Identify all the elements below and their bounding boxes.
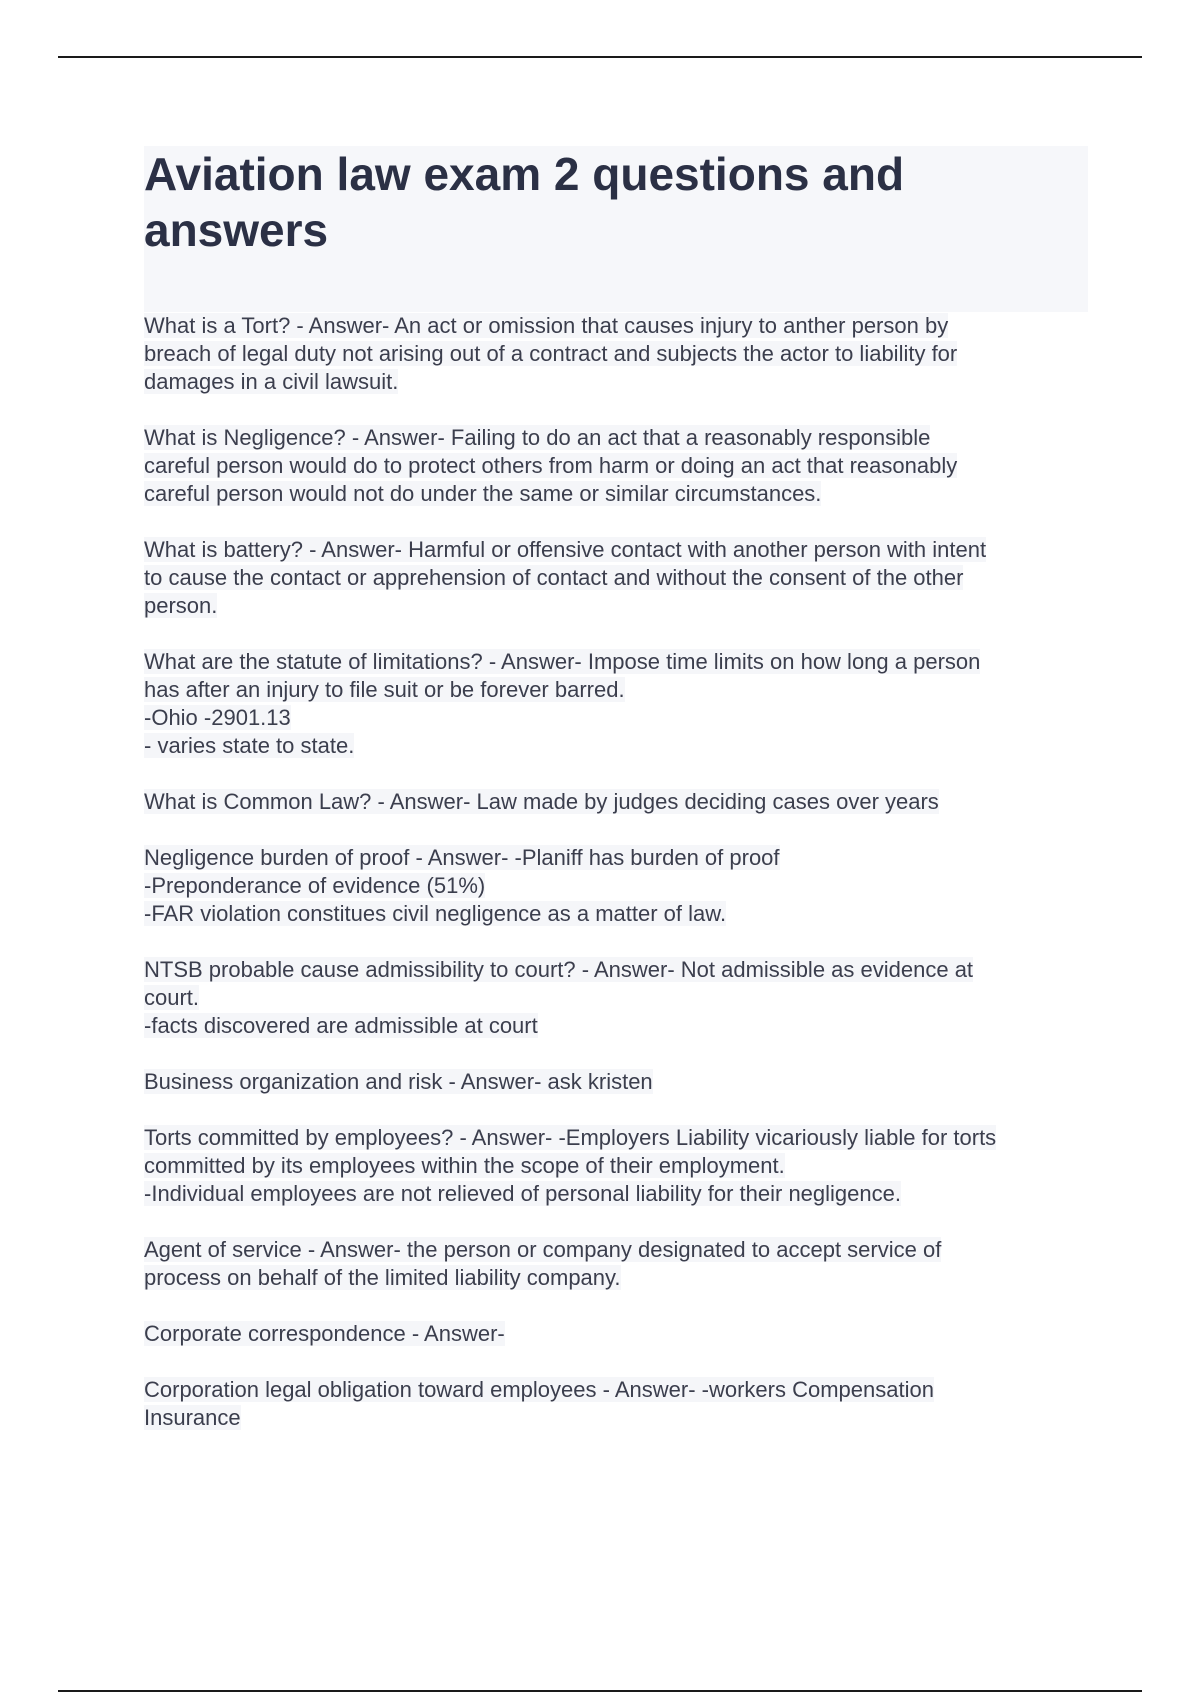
top-divider: [58, 56, 1142, 58]
qa-entry: [144, 1068, 1088, 1096]
qa-entry: [144, 788, 1088, 816]
qa-line: [144, 452, 1088, 480]
qa-line: [144, 984, 1088, 1012]
qa-line: [144, 872, 1088, 900]
qa-line-text: process on behalf of the limited liability company.: [144, 1265, 621, 1290]
qa-line-text: Business organization and risk - Answer- ask kristen: [144, 1069, 653, 1094]
qa-line: [144, 1320, 1088, 1348]
qa-line: [144, 788, 1088, 816]
qa-line-text: Agent of service - Answer- the person or company designated to accept service of: [144, 1237, 942, 1262]
qa-line: [144, 1012, 1088, 1040]
qa-line-text: Corporation legal obligation toward employees - Answer- -workers Compensation: [144, 1377, 934, 1402]
qa-line: [144, 536, 1088, 564]
qa-line-text: -Preponderance of evidence (51%): [144, 873, 486, 898]
qa-line: [144, 340, 1088, 368]
qa-line: [144, 732, 1088, 760]
qa-line-text: court.: [144, 985, 200, 1010]
qa-entry: [144, 1236, 1088, 1292]
qa-line-text: - varies state to state.: [144, 733, 355, 758]
qa-line: [144, 1264, 1088, 1292]
qa-entry: [144, 312, 1088, 396]
qa-entry: [144, 536, 1088, 620]
qa-line-text: careful person would do to protect others from harm or doing an act that reasonably: [144, 453, 958, 478]
qa-line-text: Torts committed by employees? - Answer- -Employers Liability vicariously liable for torts: [144, 1125, 997, 1150]
qa-line-text: committed by its employees within the scope of their employment.: [144, 1153, 785, 1178]
qa-line: [144, 1068, 1088, 1096]
qa-line: [144, 956, 1088, 984]
qa-entry: [144, 844, 1088, 928]
qa-line-text: Negligence burden of proof - Answer- -Planiff has burden of proof: [144, 845, 780, 870]
qa-line-text: to cause the contact or apprehension of contact and without the consent of the other: [144, 565, 964, 590]
qa-line-text: careful person would not do under the same or similar circumstances.: [144, 481, 822, 506]
qa-entry: [144, 1376, 1088, 1432]
qa-line-text: breach of legal duty not arising out of a contract and subjects the actor to liability for: [144, 341, 958, 366]
qa-line: [144, 676, 1088, 704]
qa-line-text: -FAR violation constitues civil negligence as a matter of law.: [144, 901, 727, 926]
qa-line: [144, 1376, 1088, 1404]
qa-line-text: -facts discovered are admissible at court: [144, 1013, 538, 1038]
qa-line: [144, 844, 1088, 872]
qa-line: [144, 312, 1088, 340]
qa-line: [144, 592, 1088, 620]
qa-line: [144, 368, 1088, 396]
qa-list: [144, 312, 1088, 1460]
qa-line-text: NTSB probable cause admissibility to court? - Answer- Not admissible as evidence at: [144, 957, 974, 982]
qa-line-text: What are the statute of limitations? - Answer- Impose time limits on how long a person: [144, 649, 981, 674]
qa-line-text: What is a Tort? - Answer- An act or omission that causes injury to anther person by: [144, 313, 949, 338]
qa-line: [144, 1180, 1088, 1208]
qa-line: [144, 480, 1088, 508]
qa-line-text: What is Common Law? - Answer- Law made by judges deciding cases over years: [144, 789, 939, 814]
qa-line-text: What is battery? - Answer- Harmful or offensive contact with another person with intent: [144, 537, 987, 562]
qa-line-text: Insurance: [144, 1405, 241, 1430]
document-title: Aviation law exam 2 questions and answers: [144, 148, 905, 256]
qa-entry: [144, 1320, 1088, 1348]
qa-line: [144, 1152, 1088, 1180]
qa-line: [144, 1124, 1088, 1152]
qa-line-text: What is Negligence? - Answer- Failing to do an act that a reasonably responsible: [144, 425, 931, 450]
qa-line-text: person.: [144, 593, 218, 618]
qa-line: [144, 704, 1088, 732]
qa-line: [144, 424, 1088, 452]
qa-entry: [144, 648, 1088, 760]
qa-line: [144, 1236, 1088, 1264]
qa-line: [144, 900, 1088, 928]
qa-line: [144, 648, 1088, 676]
qa-entry: [144, 956, 1088, 1040]
qa-line-text: -Ohio -2901.13: [144, 705, 291, 730]
qa-line: [144, 1404, 1088, 1432]
qa-line-text: Corporate correspondence - Answer-: [144, 1321, 505, 1346]
bottom-divider: [58, 1690, 1142, 1692]
title-block: [144, 146, 1088, 312]
qa-line-text: -Individual employees are not relieved of personal liability for their negligence.: [144, 1181, 901, 1206]
qa-line-text: has after an injury to file suit or be forever barred.: [144, 677, 625, 702]
qa-entry: [144, 424, 1088, 508]
qa-line-text: damages in a civil lawsuit.: [144, 369, 399, 394]
qa-entry: [144, 1124, 1088, 1208]
qa-line: [144, 564, 1088, 592]
